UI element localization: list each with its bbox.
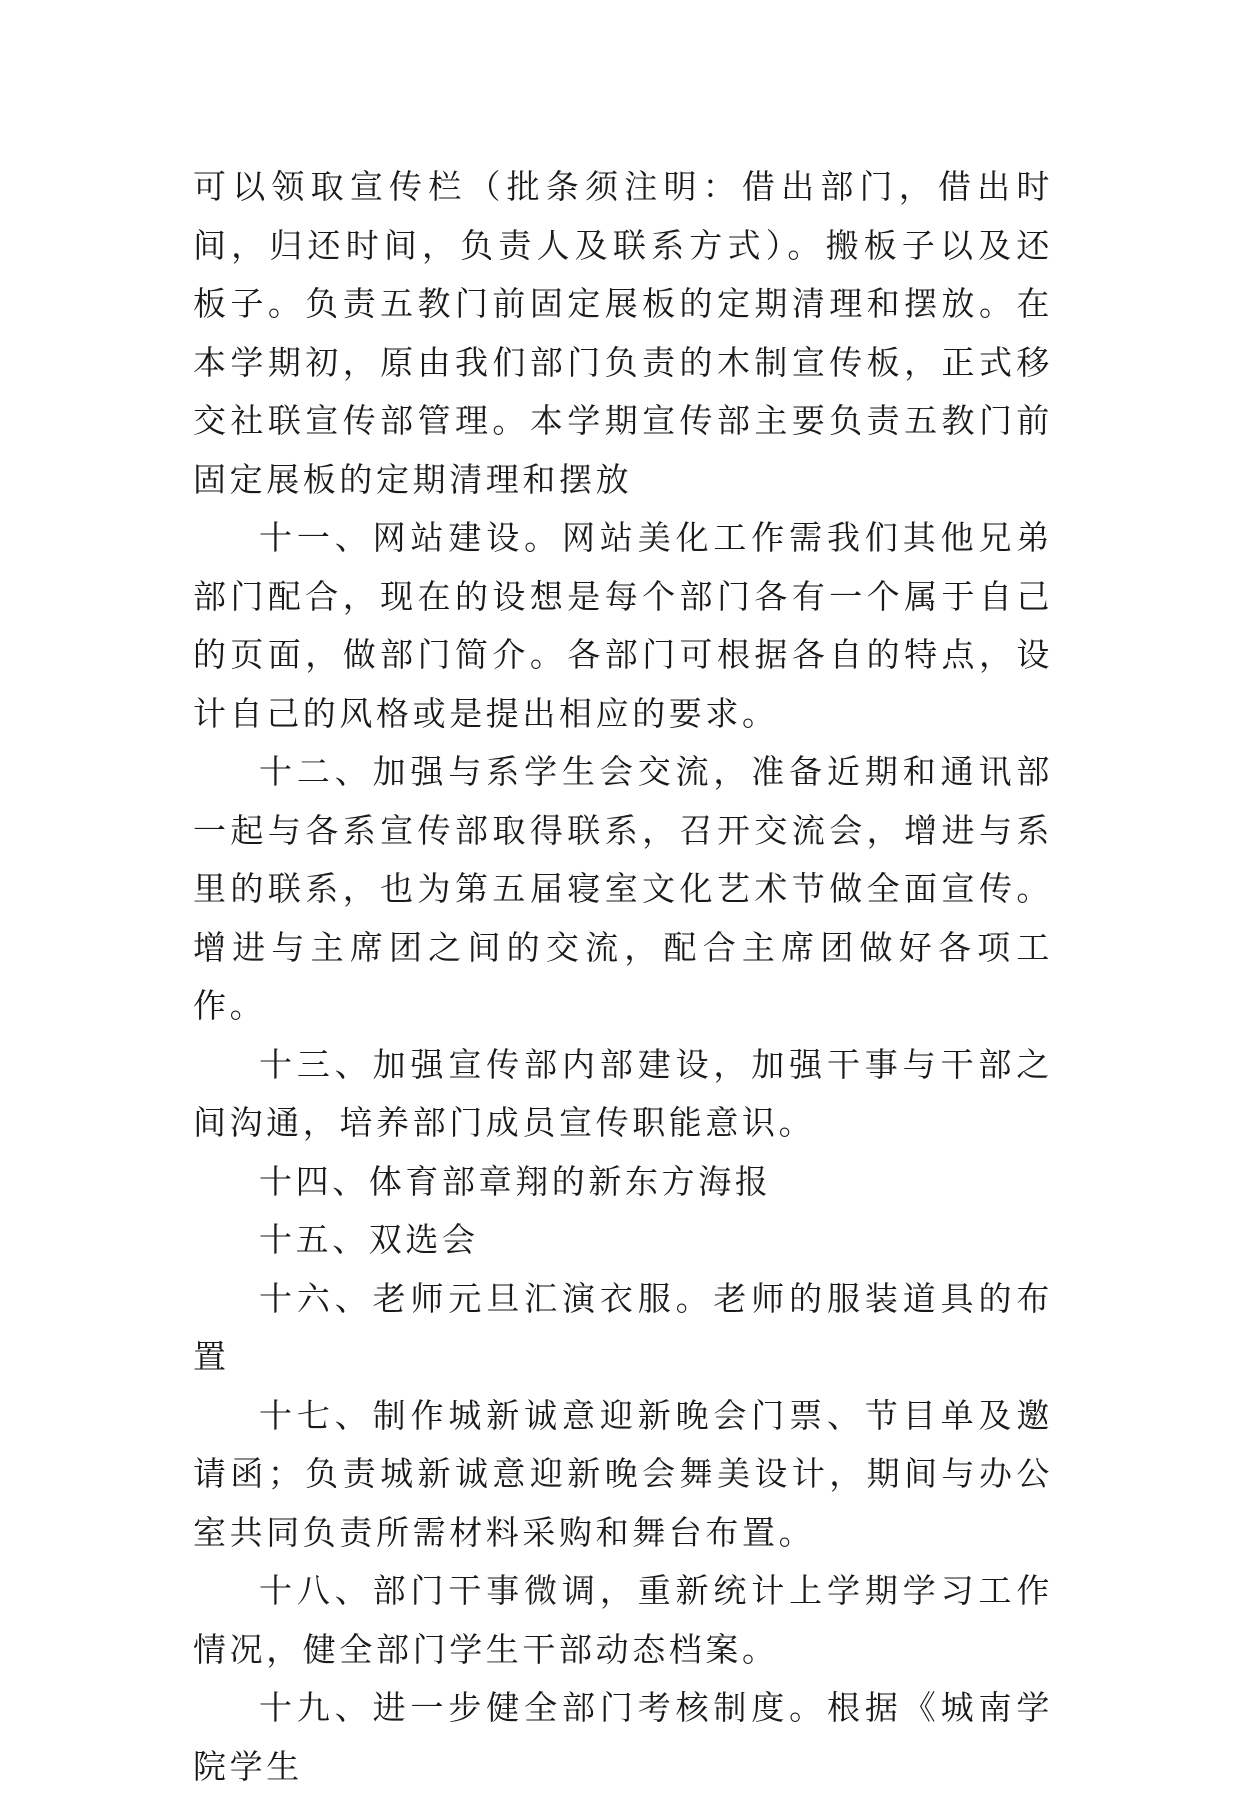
paragraph-10: 十九、进一步健全部门考核制度。根据《城南学院学生 <box>193 1688 1053 1786</box>
document-body <box>193 158 1053 1796</box>
paragraph-6: 十五、双选会 <box>259 1220 479 1259</box>
paragraph-1: 可以领取宣传栏（批条须注明：借出部门，借出时间，归还时间，负责人及联系方式）。搬板子以及还板子。负责五教门前固定展板的定期清理和摆放。在本学期初，原由我们部门负责的木制宣传板，正式移交社联宣传部管理。本学期宣传部主要负责五教门前固定展板的定期清理和摆放 <box>193 167 1053 499</box>
paragraph-2: 十一、网站建设。网站美化工作需我们其他兄弟部门配合，现在的设想是每个部门各有一个属于自己的页面，做部门简介。各部门可根据各自的特点，设计自己的风格或是提出相应的要求。 <box>193 518 1053 733</box>
paragraph-8: 十七、制作城新诚意迎新晚会门票、节目单及邀请函；负责城新诚意迎新晚会舞美设计，期间与办公室共同负责所需材料采购和舞台布置。 <box>193 1395 1053 1552</box>
paragraph-3: 十二、加强与系学生会交流，准备近期和通讯部一起与各系宣传部取得联系，召开交流会，增进与系里的联系，也为第五届寝室文化艺术节做全面宣传。增进与主席团之间的交流，配合主席团做好各项工作。 <box>193 752 1053 1025</box>
paragraph-5: 十四、体育部章翔的新东方海报 <box>259 1161 772 1201</box>
paragraph-4: 十三、加强宣传部内部建设，加强干事与干部之间沟通，培养部门成员宣传职能意识。 <box>193 1044 1053 1142</box>
paragraph-7: 十六、老师元旦汇演衣服。老师的服装道具的布置 <box>193 1278 1053 1376</box>
paragraph-9: 十八、部门干事微调，重新统计上学期学习工作情况，健全部门学生干部动态档案。 <box>193 1571 1053 1669</box>
